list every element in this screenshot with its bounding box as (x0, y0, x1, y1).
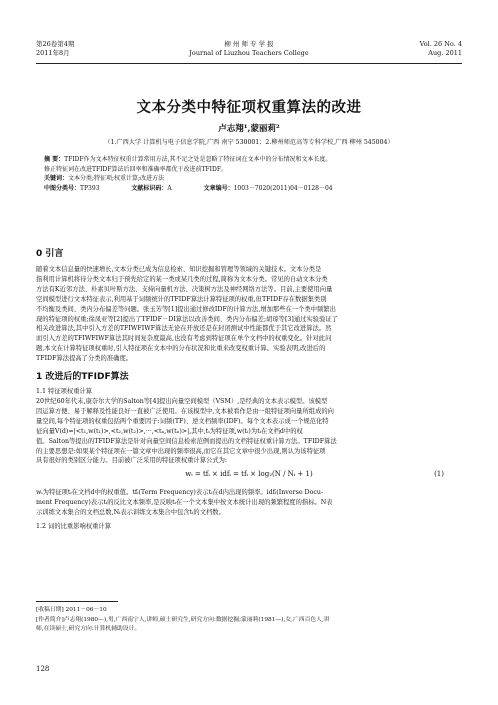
text-line: 现的特征项的权重;徐凤亚等[2]提出了TFIDF－DI算法以改善类间、类内分布偏差;胡琼等[3]通过实验验证了 (36, 315, 338, 323)
keywords-line (44, 174, 454, 184)
tfidf-formula (36, 468, 462, 486)
journal-name-en: Journal of Liuzhou Teachers College (189, 49, 309, 57)
header-date-en: Aug. 2011 (428, 49, 462, 57)
text-line: TFIDF算法提高了分类的准确度。 (36, 355, 133, 363)
abstract-text: TFIDF作为文本特征权重计算常用方法,其不足之处是忽略了特征词在文本中的分布情况和文本长度。 (64, 156, 332, 163)
text-line: 空间模型进行文本特征表示,利用基于词频统计的TFIDF算法计算特征项的权重,但TFIDF存在数据集类别 (36, 295, 327, 303)
text-line: 示训练文本集合的文档总数,Nᵢ表示训练文本集合中包含tᵢ的文档数。 (36, 508, 225, 516)
header-vol-en: Vol. 26 No. 4 (419, 40, 462, 48)
footnote-author-bio-cont: 师,在读硕士,研究方向:计算机辅助设计。 (36, 626, 141, 632)
text-line: 不均衡及类间、类内分布偏差等问题。张玉芳等[1]提出通过修改IDF的计算方法,增加那些在一个类中频繁出 (36, 305, 336, 313)
text-line: 20世纪60年代末,康奈尔大学的Salton等[4]提出向量空间模型（VSM）,是经典的文本表示模型。该模型 (36, 398, 328, 405)
header-rule (36, 63, 462, 64)
keywords-label: 关键词： (44, 175, 69, 182)
article-authors: 卢志翔¹,蒙丽莉² (218, 124, 280, 134)
footnote-author-bio: [作者简介]卢志翔(1980—),男,广西南宁人,讲师,硕士研究生,研究方向:数据挖掘;蒙丽莉(1981—),女,广西百色人,讲 (36, 616, 330, 623)
journal-name-cn: 柳 州 师 专 学 报 (224, 40, 274, 48)
footnote-received: [收稿日期] 2011－06－10 (36, 607, 107, 613)
formula-explanation (36, 488, 462, 518)
clc-value: TP393 (80, 184, 100, 192)
section-heading-improved-tfidf: 1 改进后的TFIDF算法 (36, 372, 129, 382)
text-line: 随着文本信息量的快速增长,文本分类已成为信息检索、知识挖掘和管理等领域的关键技术。文本分类是 (36, 266, 322, 273)
doc-code-label: 文献标识码： (131, 184, 168, 192)
text-line: 的主要思想是:如果某个特征项在一篇文章中出现的频率很高,而它在其它文章中很少出现,则认为该特征项 (36, 447, 326, 455)
clc-label: 中图分类号： (44, 184, 81, 192)
classification-line (44, 184, 454, 194)
article-no-label: 文章编号： (203, 184, 234, 192)
intro-paragraph (36, 265, 462, 364)
subsection-heading-word-share: 1.2 词的比重影响权重计算 (36, 523, 111, 530)
section-heading-intro: 0 引言 (36, 249, 64, 259)
formula-number: (1) (434, 470, 444, 478)
page-number: 128 (36, 665, 50, 673)
text-line: 因运算方便、易于解释及性能良好一直被广泛使用。在该模型中,文本被看作是由一组特征项向量所组成的向 (36, 407, 334, 415)
footnote-rule (36, 601, 118, 602)
article-title: 文本分类中特征项权重算法的改进 (136, 99, 362, 116)
text-line: ment Frequency)表示tᵢ的反比文本频率,是反映tᵢ在一个文本集中按文本统计出现的频繁程度的指标。N表 (36, 498, 333, 506)
text-line: 题,本文在计算特征项权重时,引入特征项在文本中的分布状况和比重来改变权重计算。实验表明,改进后的 (36, 345, 326, 353)
header-date: 2011年8月 (36, 49, 70, 57)
text-line: 方法有K近邻方法、朴素贝叶斯方法、支持向量机方法、决策树方法及神经网络方法等。目前,主要使用向量 (36, 285, 333, 293)
header-issue: 第26卷第4期 (36, 40, 75, 48)
text-line: 指利用计算机将待分类文本归于预先给定的某一类或某几类的过程,简称为文本分类。常见的自动文本分类 (36, 275, 328, 283)
article-affiliation: （1.广西大学 计算机与电子信息学院,广西 南宁 530001；2.柳州师范高等专科学校,广西 柳州 545004） (104, 139, 394, 146)
abstract-text-cont: 修正特征词在改进TFIDF算法后回率和准确率都优于改进前TFIDF。 (44, 165, 228, 173)
text-line: 具有很好的类别区分能力。目前被广泛采用的特征项权重计算公式为: (36, 457, 228, 465)
formula-expression: wᵢ = tfᵢ × idfᵢ = tfᵢ × log₂(N / Nᵢ + 1) (185, 470, 313, 478)
header-journal (36, 40, 462, 58)
doc-code-value: A (167, 184, 172, 192)
keywords-text: 文本分类;特征项;权重计算;改进方法 (68, 175, 165, 182)
abstract-line (44, 155, 454, 165)
text-line: 而引入方差的TFIWFIWF算法其时间复杂度最高,也没有考虑到特征项在单个文档中的权重变化。针对此问 (36, 335, 332, 343)
header-volume-en (420, 40, 462, 58)
weight-paragraph (36, 397, 462, 466)
text-line: 征向量V(d)=|<t₁,w(t₁)>,<t₂,w(t₂)>,···,<tₙ,w(tₙ)>|,其中,tᵢ为特征项,w(tᵢ)为tᵢ在文档d中的权 (36, 427, 303, 435)
footnote (36, 606, 462, 635)
subsection-heading-weight: 1.1 特征项权重计算 (36, 388, 93, 395)
text-line: 值。Salton等提出的TFIDF算法是针对向量空间信息检索范例而提出的文档特征权重计算方法。TFIDF算法 (36, 437, 337, 445)
text-line: 相关改进算法,其中引入方差的TFIWFIWF算法无论在开放还是在封闭测试中性能都优于其它改进算法。然 (36, 325, 332, 333)
article-no-value: 1003－7020(2011)04－0128－04 (233, 184, 333, 192)
text-line: 量空间,每个特征项的权重包括两个重要因子:词频(TF)、逆文档频率(IDF)。每个文本表示成一个规范化特 (36, 417, 329, 425)
text-line: wᵢ为特征项tᵢ在文档d中的权重值。tfᵢ(Term Frequency)表示tᵢ在d内出现的频率。idfᵢ(Inverse Docu- (36, 489, 324, 496)
abstract-label: 摘 要： (44, 156, 65, 163)
abstract-block (44, 155, 454, 193)
